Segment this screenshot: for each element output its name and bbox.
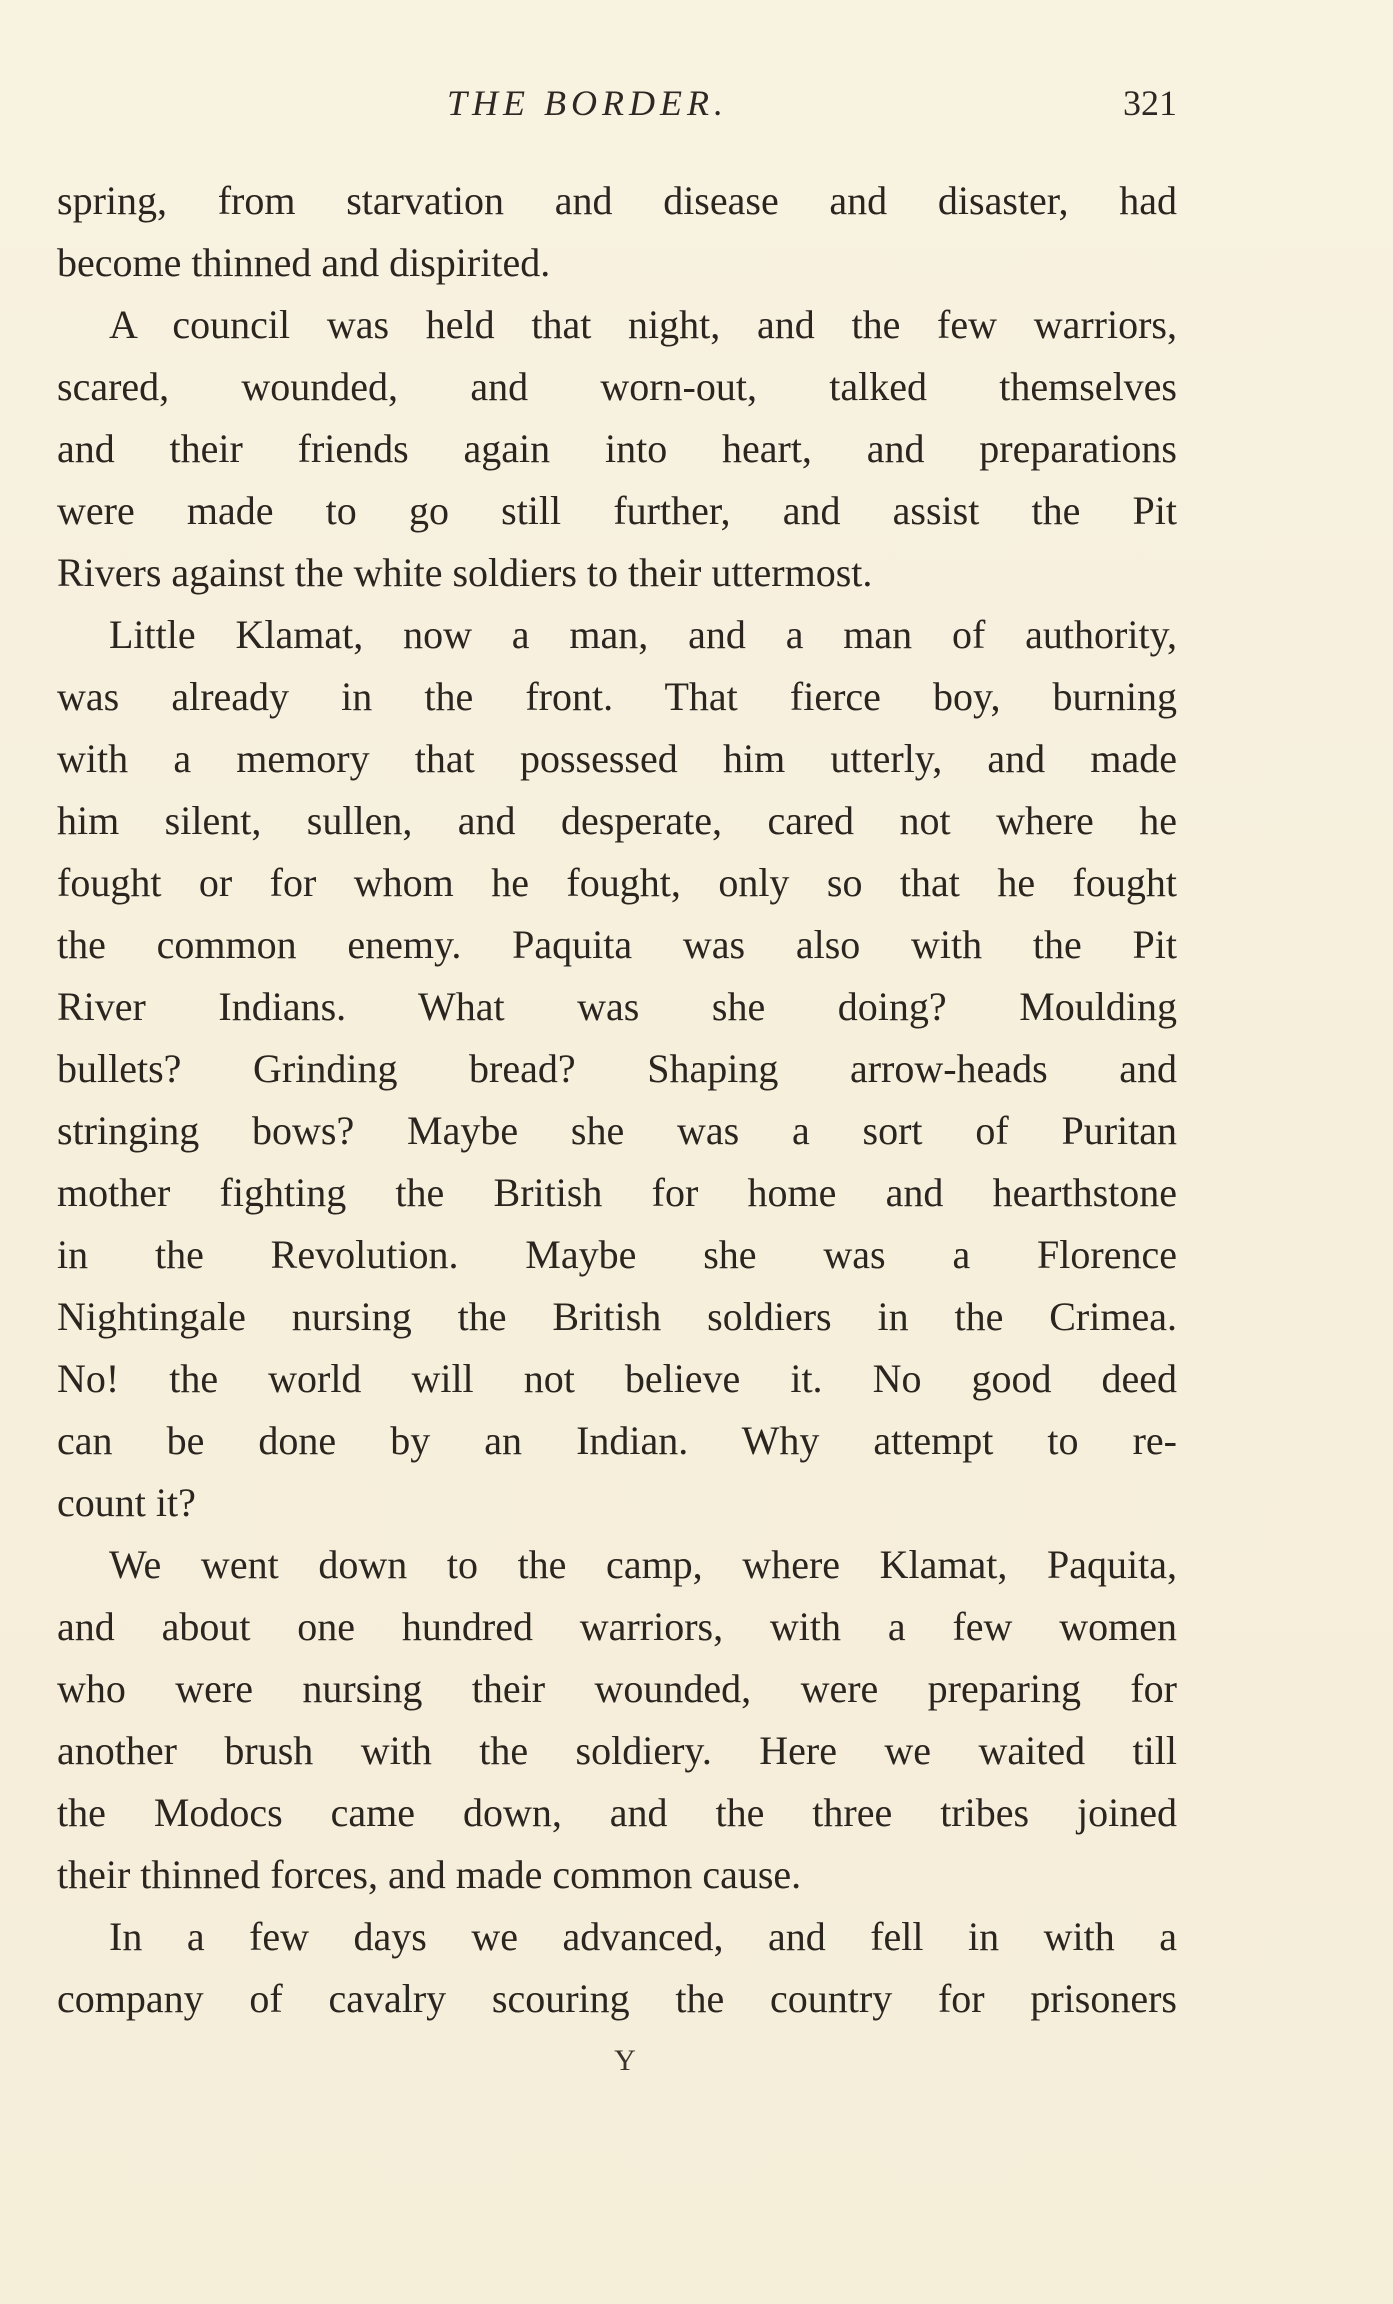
- text-line: company of cavalry scouring the country for prisoners: [57, 1976, 1177, 2021]
- running-title: THE BORDER.: [447, 83, 728, 123]
- text-line: In a few days we advanced, and fell in with a: [109, 1914, 1177, 1959]
- text-line: with a memory that possessed him utterly, and made: [57, 736, 1177, 781]
- text-line: We went down to the camp, where Klamat, Paquita,: [109, 1542, 1177, 1587]
- text-line: another brush with the soldiery. Here we waited till: [57, 1728, 1177, 1773]
- text-line: their thinned forces, and made common cause.: [57, 1852, 802, 1897]
- text-line: Nightingale nursing the British soldiers in the Crimea.: [57, 1294, 1177, 1339]
- text-line: count it?: [57, 1480, 196, 1525]
- text-line: spring, from starvation and disease and disaster, had: [57, 178, 1177, 223]
- text-line: No! the world will not believe it. No good deed: [57, 1356, 1177, 1401]
- body-text: [57, 170, 1177, 2030]
- page-number: 321: [1123, 83, 1177, 123]
- text-line: scared, wounded, and worn-out, talked themselves: [57, 364, 1177, 409]
- running-head: [57, 82, 1177, 132]
- text-line: him silent, sullen, and desperate, cared not where he: [57, 798, 1177, 843]
- text-line: bullets? Grinding bread? Shaping arrow-heads and: [57, 1046, 1177, 1091]
- text-line: and their friends again into heart, and preparations: [57, 426, 1177, 471]
- text-line: in the Revolution. Maybe she was a Florence: [57, 1232, 1177, 1277]
- text-line: was already in the front. That fierce boy, burning: [57, 674, 1177, 719]
- text-line: River Indians. What was she doing? Moulding: [57, 984, 1177, 1029]
- text-line: Rivers against the white soldiers to their uttermost.: [57, 550, 873, 595]
- text-line: mother fighting the British for home and hearthstone: [57, 1170, 1177, 1215]
- text-line: Little Klamat, now a man, and a man of authority,: [109, 612, 1177, 657]
- text-line: who were nursing their wounded, were preparing for: [57, 1666, 1177, 1711]
- text-line: can be done by an Indian. Why attempt to re-: [57, 1418, 1177, 1463]
- text-line: the common enemy. Paquita was also with the Pit: [57, 922, 1177, 967]
- text-line: and about one hundred warriors, with a few women: [57, 1604, 1177, 1649]
- text-line: A council was held that night, and the few warriors,: [109, 302, 1177, 347]
- text-line: the Modocs came down, and the three tribes joined: [57, 1790, 1177, 1835]
- text-line: fought or for whom he fought, only so that he fought: [57, 860, 1177, 905]
- text-line: stringing bows? Maybe she was a sort of Puritan: [57, 1108, 1177, 1153]
- text-line: become thinned and dispirited.: [57, 240, 551, 285]
- text-line: were made to go still further, and assist the Pit: [57, 488, 1177, 533]
- signature-mark: Y: [614, 2044, 636, 2077]
